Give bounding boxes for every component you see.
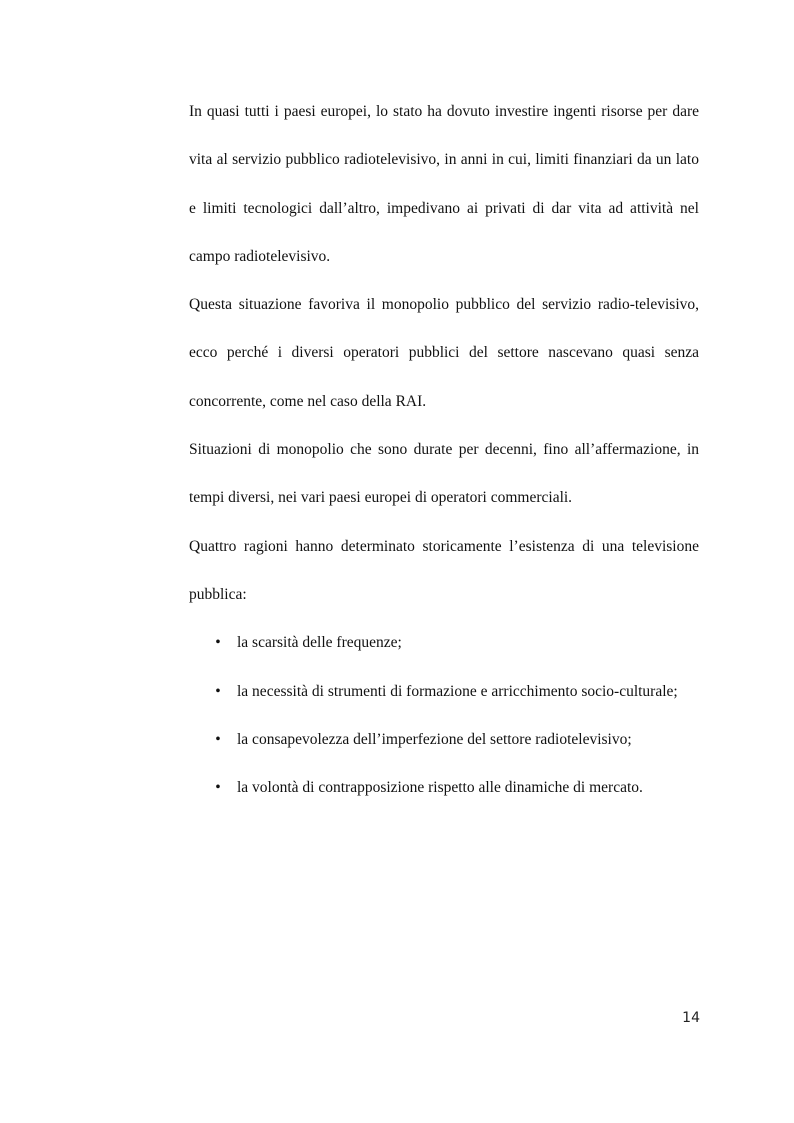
bullet-list [189,619,699,812]
list-item-text: la scarsità delle frequenze; [237,634,402,652]
list-item-text: la consapevolezza dell’imperfezione del settore radiotelevisivo; [237,730,632,748]
list-item [215,668,699,716]
page-number: 14 [682,1010,700,1026]
paragraph-3: Situazioni di monopolio che sono durate per decenni, fino all’affermazione, in tempi diversi, nei vari paesi europei di operatori commerciali. [189,441,699,507]
list-item-text: la volontà di contrapposizione rispetto alle dinamiche di mercato. [237,779,643,797]
bullet-icon: • [215,779,221,797]
list-item [215,716,699,764]
bullet-icon: • [215,682,221,700]
body-text [189,88,699,812]
list-item [215,619,699,667]
bullet-icon: • [215,634,221,652]
bullet-icon: • [215,730,221,748]
list-item-text: la necessità di strumenti di formazione e arricchimento socio-culturale; [237,682,678,700]
paragraph-1: In quasi tutti i paesi europei, lo stato ha dovuto investire ingenti risorse per dare vita al servizio pubblico radiotelevisivo, in anni in cui, limiti finanziari da un lato e limiti tecnologici dall’altro, impedivano ai privati di dar vita ad attività nel campo radiotelevisivo. [189,103,699,265]
paragraph-2: Questa situazione favoriva il monopolio pubblico del servizio radio-televisivo, ecco perché i diversi operatori pubblici del settore nascevano quasi senza concorrente, come nel caso della RAI. [189,296,699,410]
paragraph-4: Quattro ragioni hanno determinato storicamente l’esistenza di una televisione pubblica: [189,537,699,603]
list-item [215,764,699,812]
